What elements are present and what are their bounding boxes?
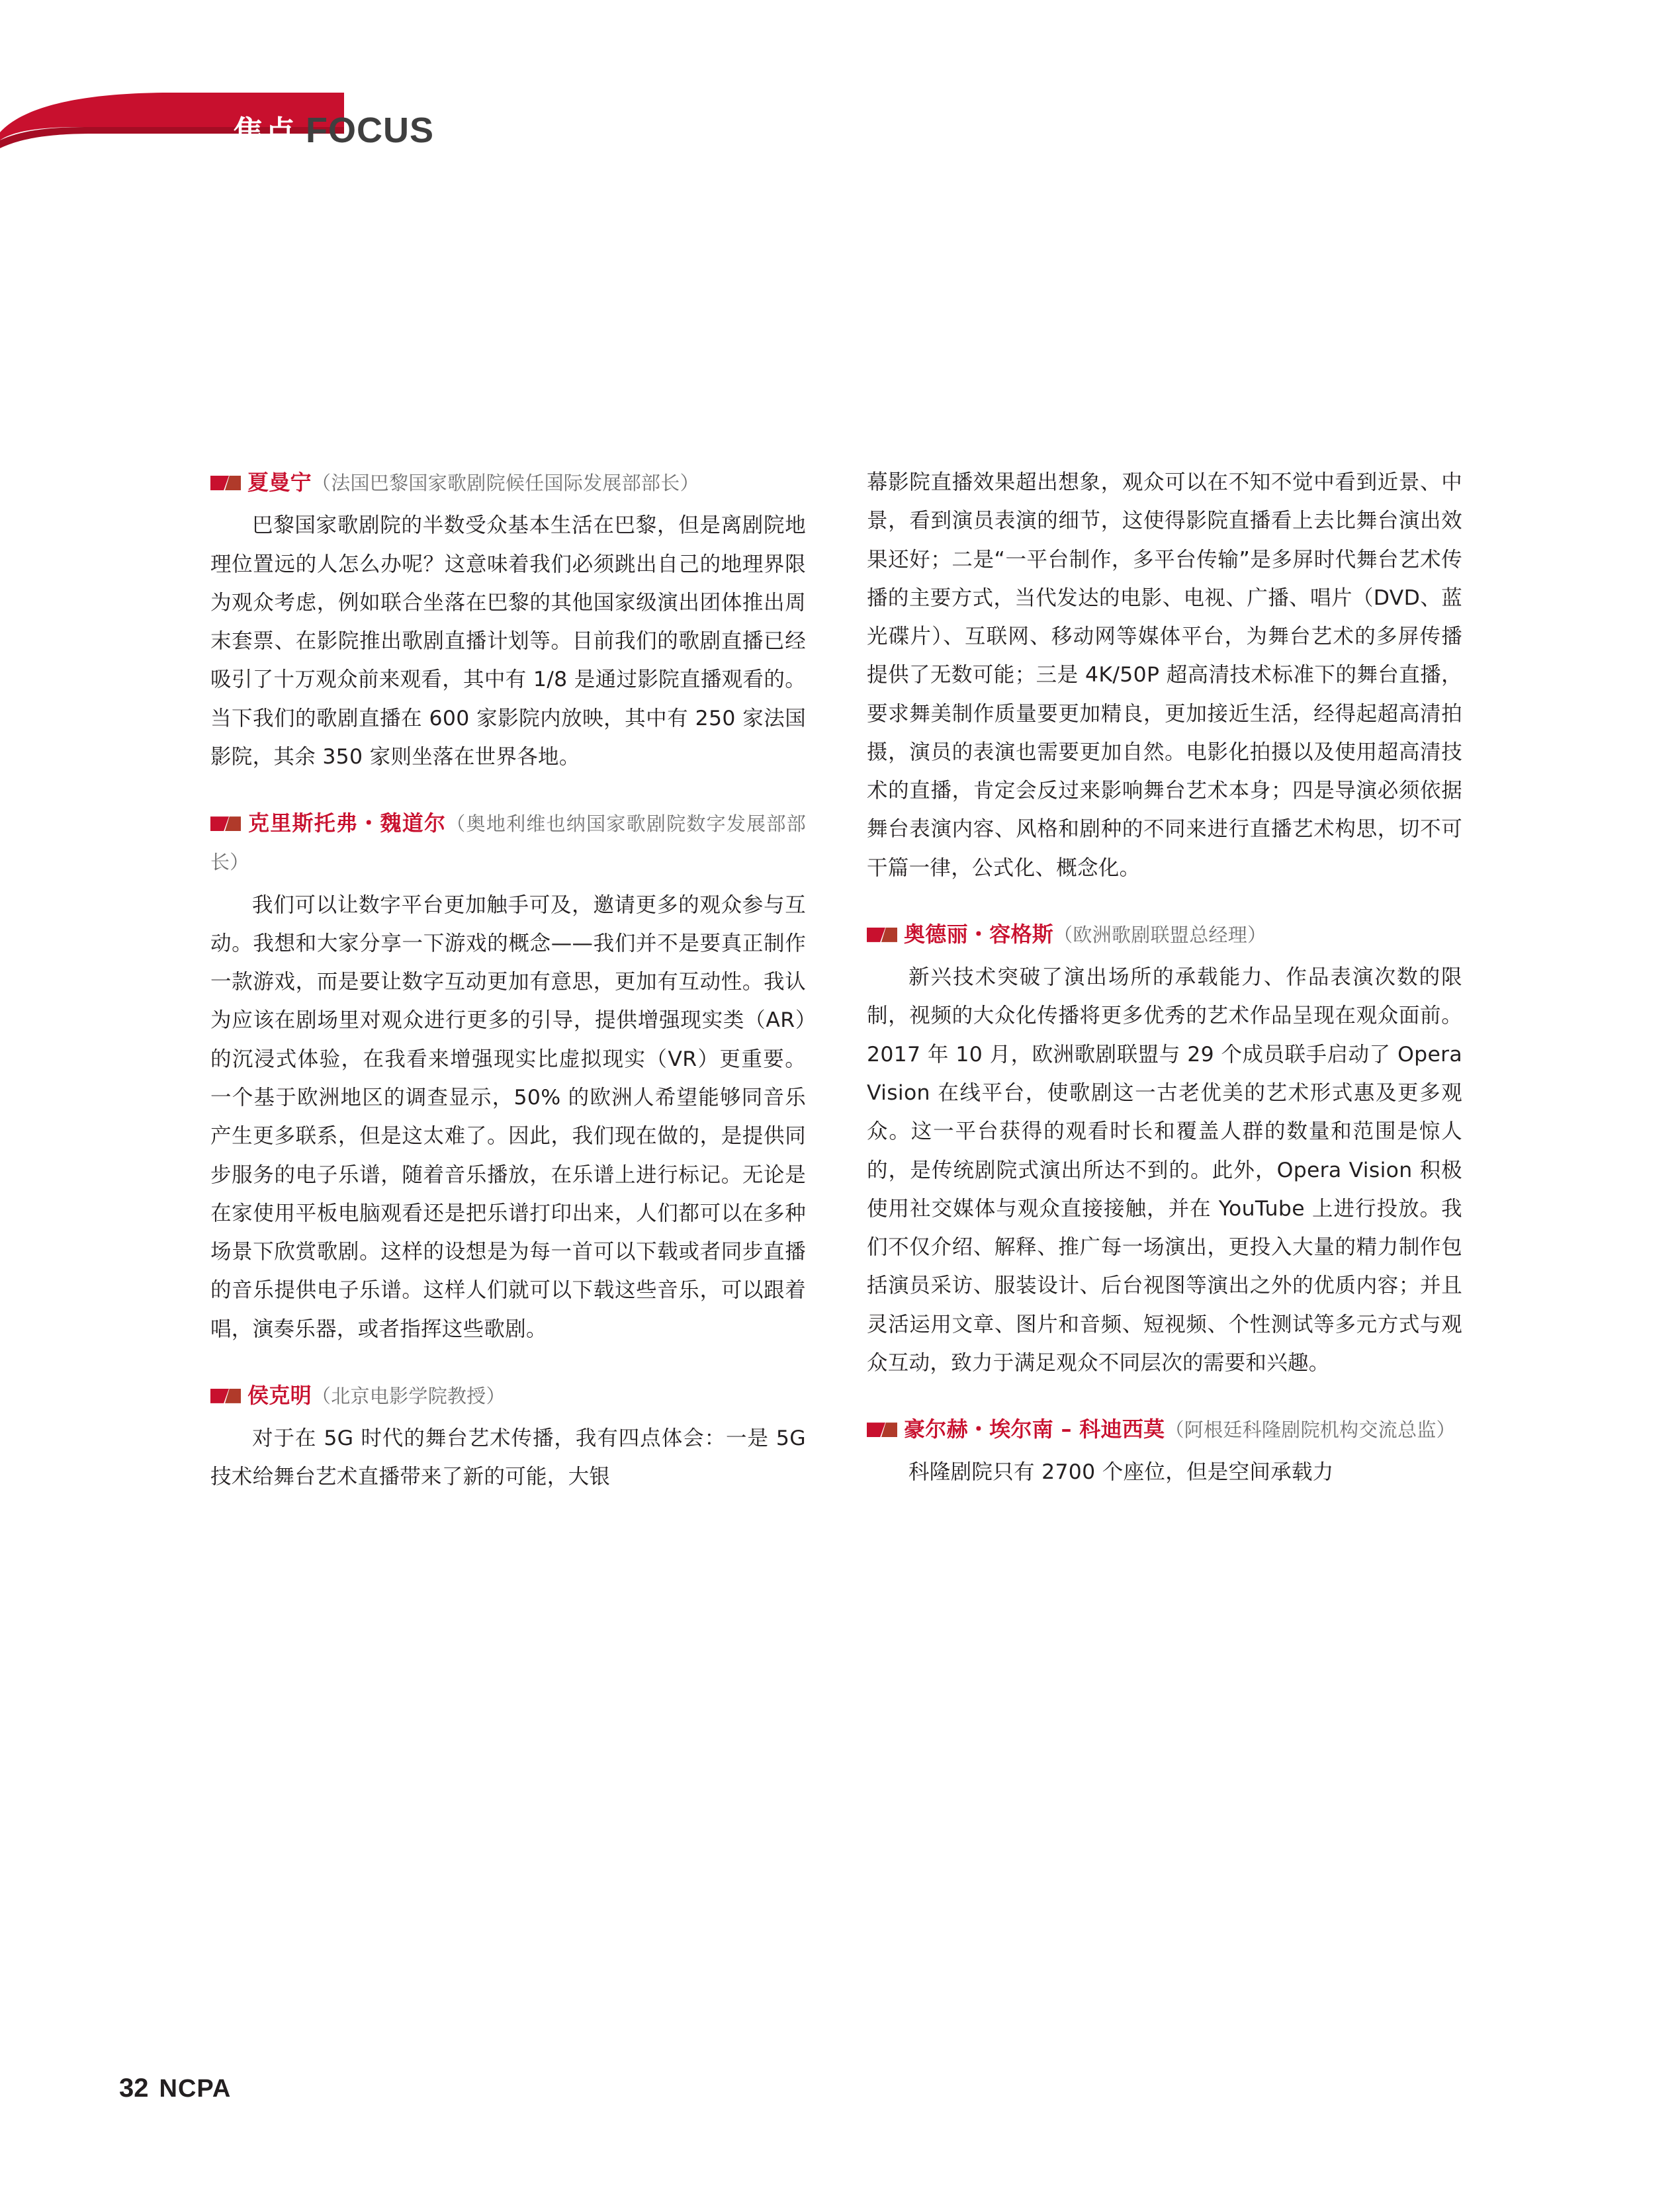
speaker-heading xyxy=(867,1410,1462,1449)
page-number: 32 xyxy=(119,2074,149,2103)
page-footer xyxy=(119,2074,231,2103)
speaker-name: 侯克明 xyxy=(247,1382,312,1408)
diamond-marker-icon xyxy=(867,1422,897,1437)
diamond-marker-icon xyxy=(210,1389,241,1403)
section-title xyxy=(233,112,434,148)
speaker-role: （奥地利维也纳国家歌剧院数字发展部部长） xyxy=(210,812,806,874)
section-title-cn: 焦点 xyxy=(233,114,296,150)
body-paragraph: 巴黎国家歌剧院的半数受众基本生活在巴黎，但是离剧院地理位置远的人怎么办呢？这意味着我们必须跳出自己的地理界限为观众考虑，例如联合坐落在巴黎的其他国家级演出团体推出周末套票、在影院推出歌剧直播计划等。目前我们的歌剧直播已经吸引了十万观众前来观看，其中有 1/8 是通过影院直播观看的。当下我们的歌剧直播在 600 家影院内放映，其中有 250 家法国影院，其余 350 家则坐落在世界各地。 xyxy=(210,513,806,769)
body-paragraph: 幕影院直播效果超出想象，观众可以在不知不觉中看到近景、中景，看到演员表演的细节，这使得影院直播看上去比舞台演出效果还好；二是“一平台制作，多平台传输”是多屏时代舞台艺术传播的主要方式，当代发达的电影、电视、广播、唱片（DVD、蓝光碟片）、互联网、移动网等媒体平台，为舞台艺术的多屏传播提供了无数可能；三是 4K/50P 超高清技术标准下的舞台直播，要求舞美制作质量要更加精良，更加接近生活，经得起超高清拍摄，演员的表演也需要更加自然。电影化拍摄以及使用超高清技术的直播，肯定会反过来影响舞台艺术本身；四是导演必须依据舞台表演内容、风格和剧种的不同来进行直播艺术构思，切不可干篇一律，公式化、概念化。 xyxy=(867,470,1462,880)
speaker-name: 豪尔赫・埃尔南 – 科迪西莫 xyxy=(904,1417,1165,1442)
body-paragraph: 我们可以让数字平台更加触手可及，邀请更多的观众参与互动。我想和大家分享一下游戏的概念——我们并不是要真正制作一款游戏，而是要让数字互动更加有意思，更加有互动性。我认为应该在剧场里对观众进行更多的引导，提供增强现实类（AR）的沉浸式体验，在我看来增强现实比虚拟现实（VR）更重要。一个基于欧洲地区的调查显示，50% 的欧洲人希望能够同音乐产生更多联系，但是这太难了。因此，我们现在做的，是提供同步服务的电子乐谱，随着音乐播放，在乐谱上进行标记。无论是在家使用平板电脑观看还是把乐谱打印出来，人们都可以在多种场景下欣赏歌剧。这样的设想是为每一首可以下载或者同步直播的音乐提供电子乐谱。这样人们就可以下载这些音乐，可以跟着唱，演奏乐器，或者指挥这些歌剧。 xyxy=(210,893,806,1341)
speaker-name: 奥德丽・容格斯 xyxy=(904,921,1054,947)
speaker-role: （阿根廷科隆剧院机构交流总监） xyxy=(1165,1419,1456,1442)
page-header xyxy=(0,0,1680,198)
speaker-heading xyxy=(210,1376,806,1415)
column-left xyxy=(210,463,806,1497)
speaker-name: 克里斯托弗・魏道尔 xyxy=(247,810,447,836)
body-paragraph: 新兴技术突破了演出场所的承载能力、作品表演次数的限制，视频的大众化传播将更多优秀的艺术作品呈现在观众面前。2017 年 10 月，欧洲歌剧联盟与 29 个成员联手启动了 Opera Vision 在线平台，使歌剧这一古老优美的艺术形式惠及更多观众。这一平台获得的观看时长和覆盖人群的数量和范围是惊人的，是传统剧院式演出所达不到的。此外，Opera Vision 积极使用社交媒体与观众直接接触，并在 YouTube 上进行投放。我们不仅介绍、解释、推广每一场演出，更投入大量的精力制作包括演员采访、服装设计、后台视图等演出之外的优质内容；并且灵活运用文章、图片和音频、短视频、个性测试等多元方式与观众互动，致力于满足观众不同层次的需要和兴趣。 xyxy=(867,965,1462,1375)
speaker-heading xyxy=(867,915,1462,954)
column-right xyxy=(867,463,1462,1492)
diamond-marker-icon xyxy=(210,476,241,490)
speaker-name: 夏曼宁 xyxy=(247,470,312,495)
speaker-role: （北京电影学院教授） xyxy=(311,1384,506,1407)
body-paragraph: 对于在 5G 时代的舞台艺术传播，我有四点体会：一是 5G 技术给舞台艺术直播带来了新的可能，大银 xyxy=(210,1426,806,1489)
speaker-heading xyxy=(210,463,806,502)
body-paragraph: 科隆剧院只有 2700 个座位，但是空间承载力 xyxy=(908,1460,1334,1485)
speaker-role: （欧洲歌剧联盟总经理） xyxy=(1053,923,1267,946)
section-title-en: FOCUS xyxy=(306,110,434,150)
speaker-heading xyxy=(210,804,806,882)
speaker-role: （法国巴黎国家歌剧院候任国际发展部部长） xyxy=(311,472,699,494)
diamond-marker-icon xyxy=(867,928,897,942)
diamond-marker-icon xyxy=(210,816,241,831)
publication-brand: NCPA xyxy=(159,2075,232,2103)
